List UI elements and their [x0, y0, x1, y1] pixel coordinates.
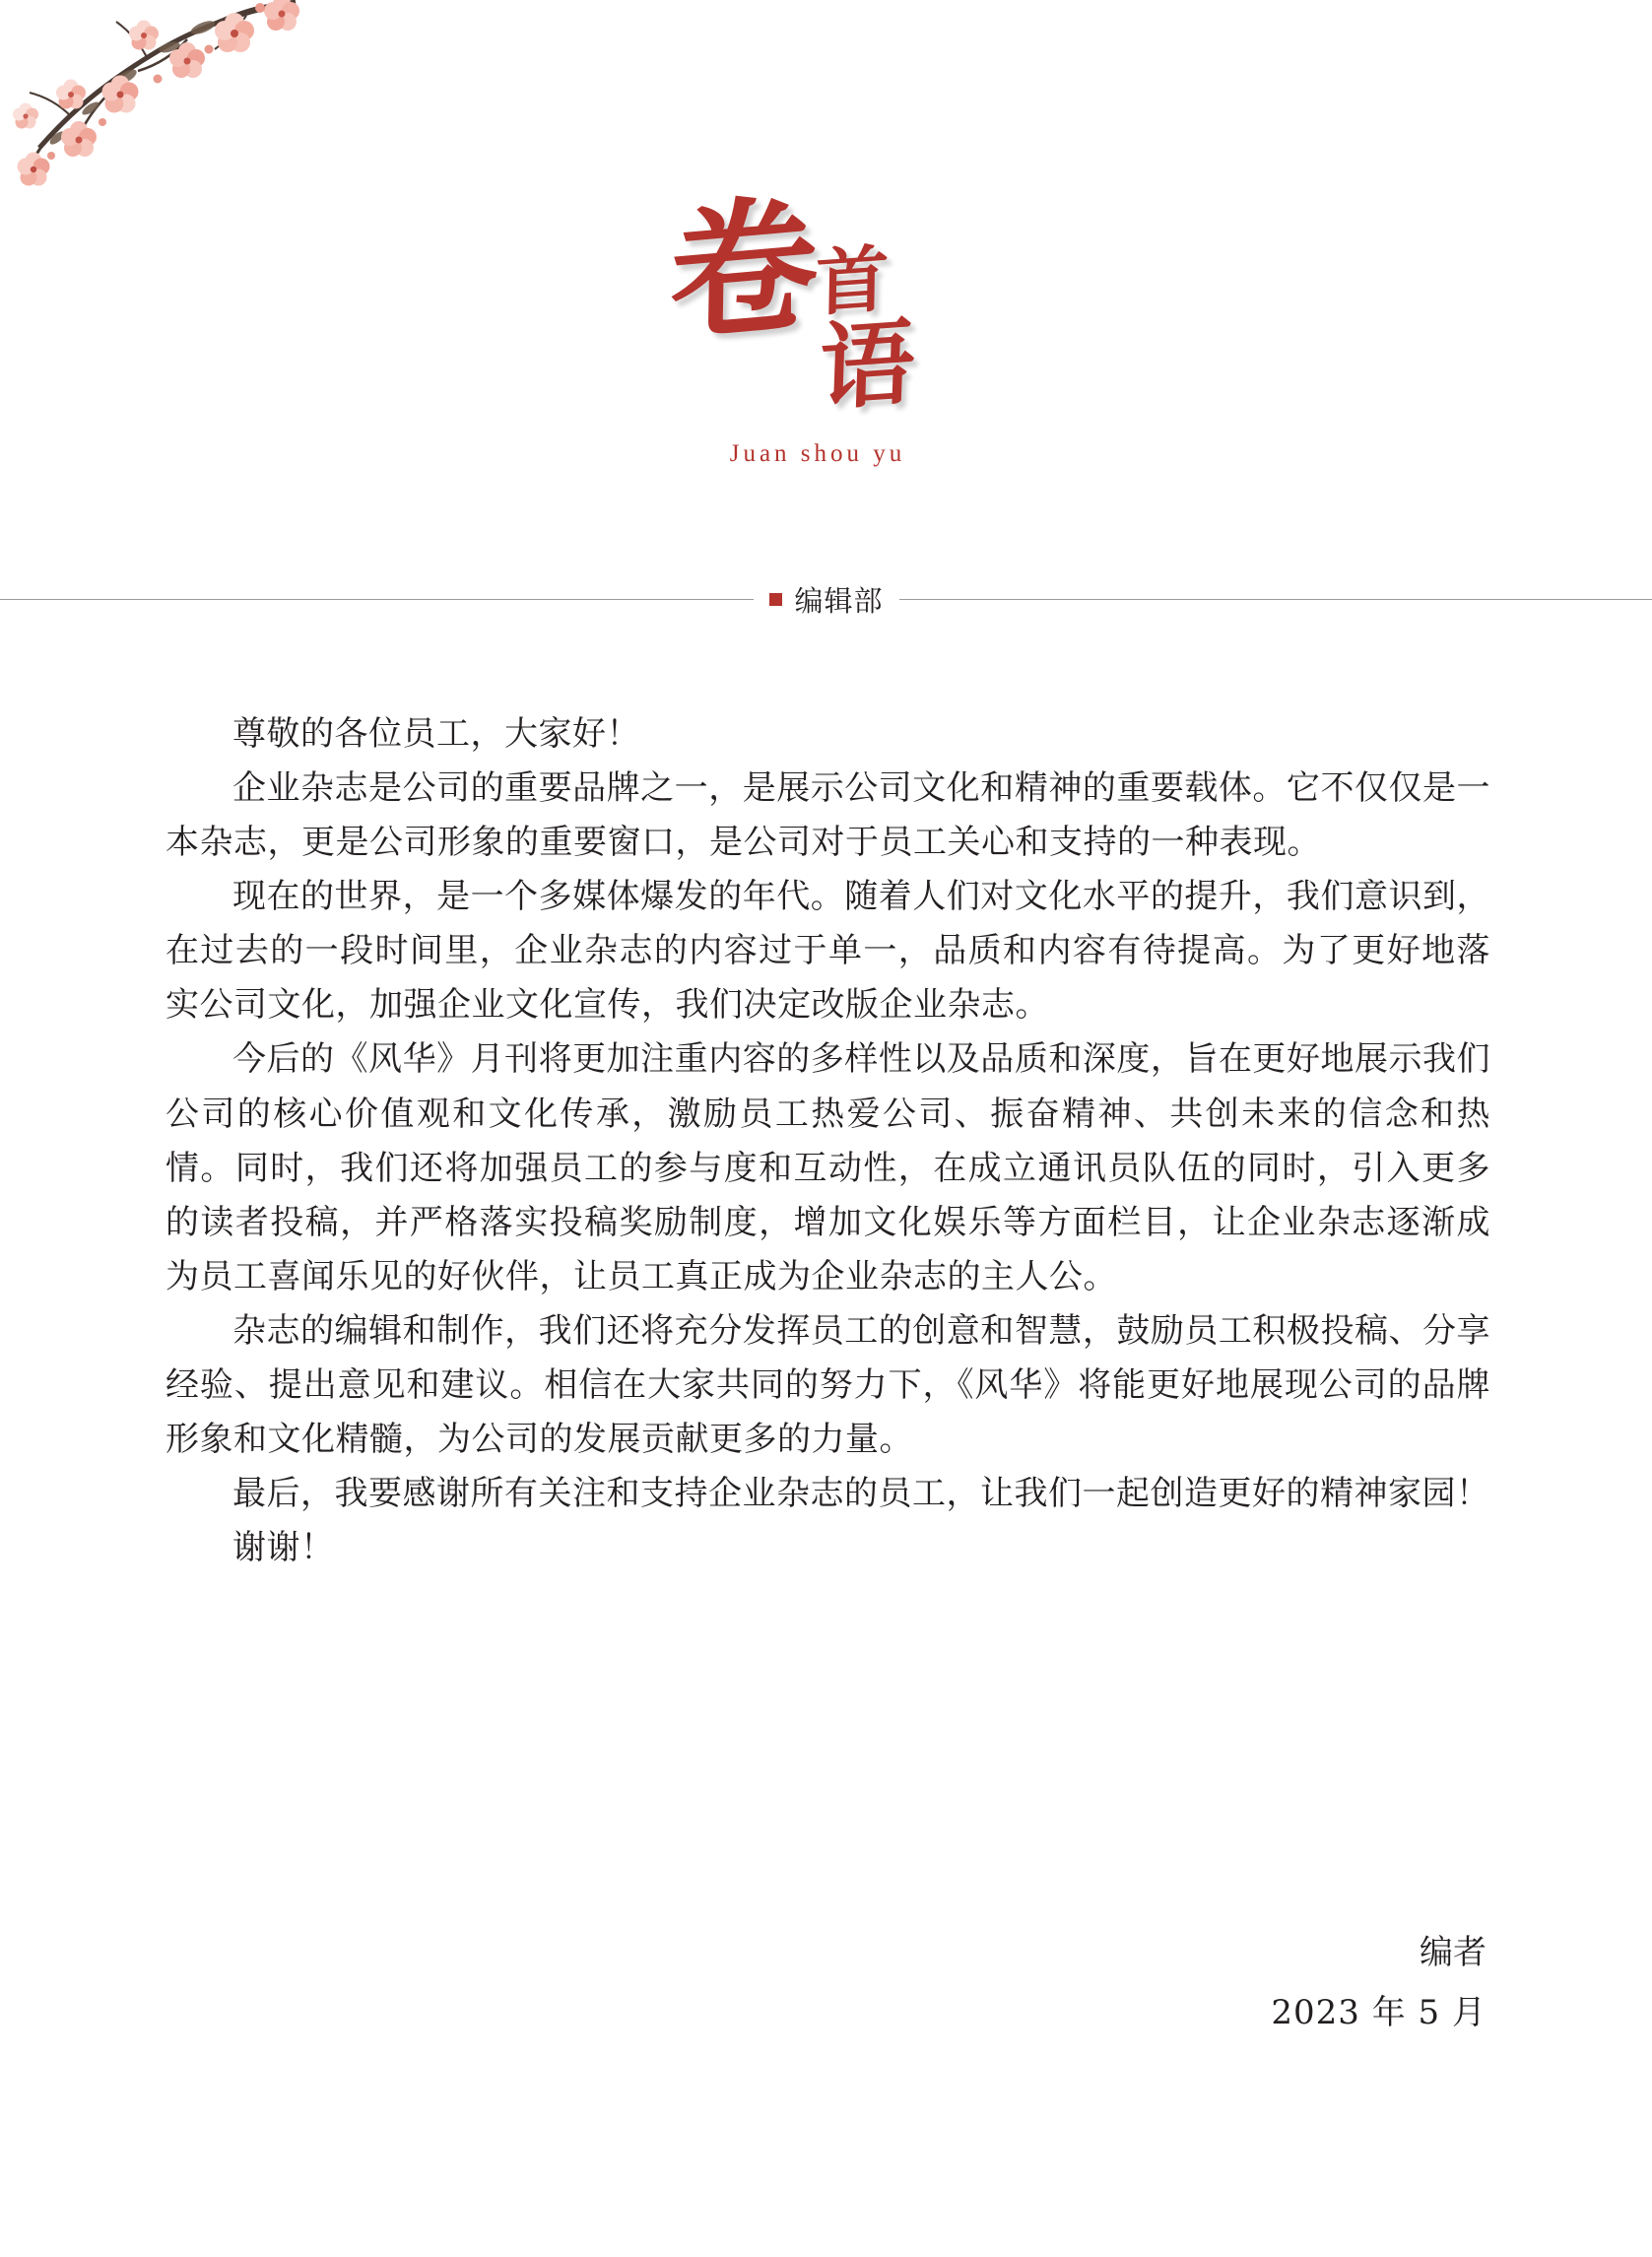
paragraph: 谢谢！: [232, 1528, 335, 1568]
byline: [0, 579, 1652, 619]
byline-label-group: [754, 579, 899, 620]
signoff-author: 编者: [1420, 1933, 1487, 1972]
masthead: [0, 172, 1652, 527]
branch-leaves: [48, 18, 217, 146]
signoff-date: 2023 年 5 月: [1271, 1993, 1487, 2033]
byline-rule-right: [899, 599, 1652, 600]
masthead-char-shou: 首: [815, 236, 890, 327]
paragraph: 最后，我要感谢所有关注和支持企业杂志的员工，让我们一起创造更好的精神家园！: [232, 1474, 1490, 1514]
signoff: [1073, 1926, 1487, 2040]
paragraph: 杂志的编辑和制作，我们还将充分发挥员工的创意和智慧，鼓励员工积极投稿、分享经验、提出意见和建议。相信在大家共同的努力下，《风华》将能更好地展现公司的品牌形象和文化精髓，为公司的发展贡献更多的力量。: [165, 1310, 1490, 1460]
paragraph: 企业杂志是公司的重要品牌之一，是展示公司文化和精神的重要载体。它不仅仅是一本杂志，更是公司形象的重要窗口，是公司对于员工关心和支持的一种表现。: [165, 768, 1490, 863]
plum-blossom-branch-decoration: [0, 0, 325, 187]
masthead-char-yu: 语: [817, 305, 917, 425]
masthead-char-juan: 卷: [668, 176, 820, 364]
paragraph: 现在的世界，是一个多媒体爆发的年代。随着人们对文化水平的提升，我们意识到，在过去的一段时间里，企业杂志的内容过于单一，品质和内容有待提高。为了更好地落实公司文化，加强企业文化宣传，我们决定改版企业杂志。: [165, 877, 1490, 1026]
article-body: [165, 707, 1490, 1575]
byline-label: 编辑部: [794, 585, 884, 618]
blossom-buds: [47, 3, 265, 160]
byline-rule-left: [0, 599, 754, 600]
paragraph: 尊敬的各位员工，大家好！: [232, 714, 640, 754]
square-bullet-icon: [769, 593, 782, 606]
blossom-flowers: [13, 0, 299, 186]
masthead-pinyin: Juan shou yu: [729, 440, 906, 467]
paragraph: 今后的《风华》月刊将更加注重内容的多样性以及品质和深度，旨在更好地展示我们公司的核心价值观和文化传承，激励员工热爱公司、振奋精神、共创未来的信念和热情。同时，我们还将加强员工的参与度和互动性，在成立通讯员队伍的同时，引入更多的读者投稿，并严格落实投稿奖励制度，增加文化娱乐等方面栏目，让企业杂志逐渐成为员工喜闻乐见的好伙伴，让员工真正成为企业杂志的主人公。: [165, 1039, 1490, 1296]
branch-stems: [24, 2, 296, 183]
masthead-title-calligraphy: [670, 172, 985, 468]
